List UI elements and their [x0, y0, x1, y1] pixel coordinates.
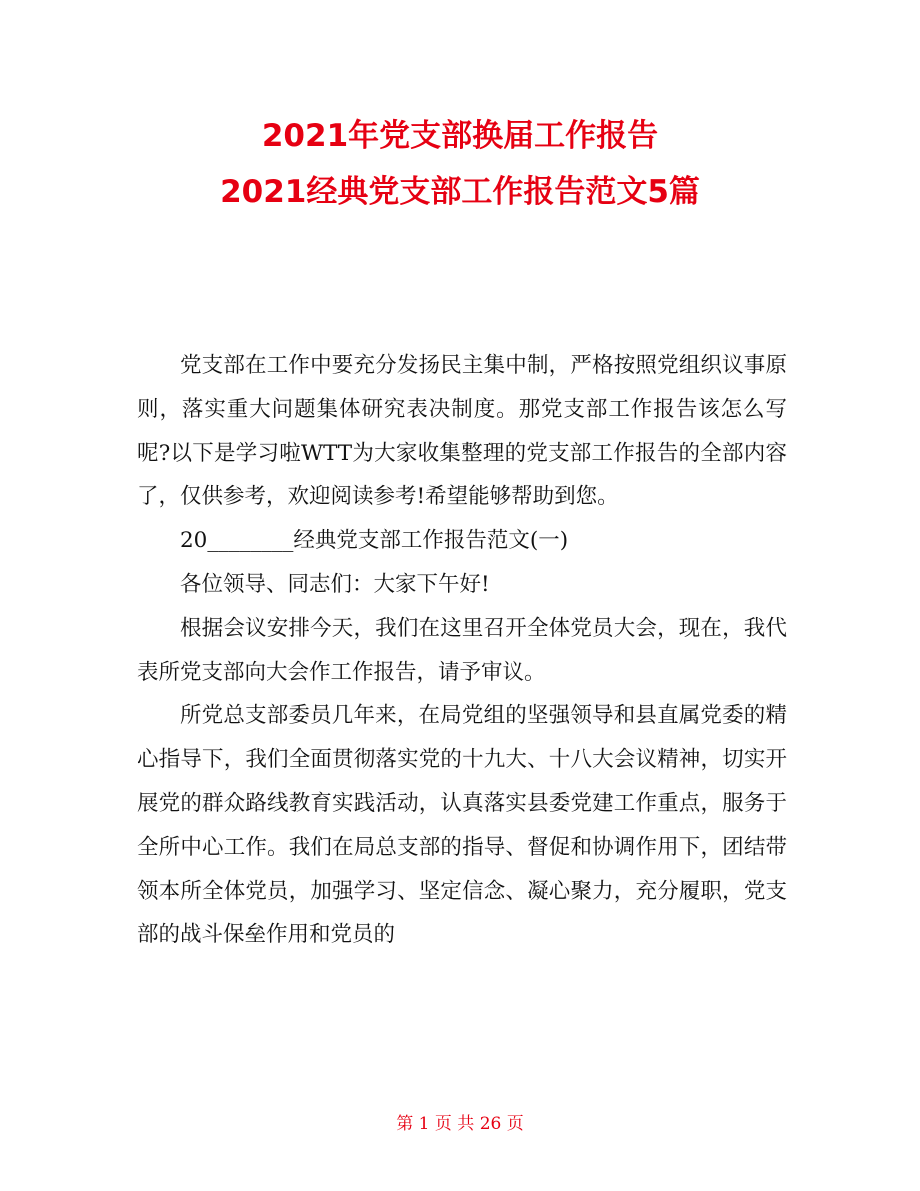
report-paragraph: 所党总支部委员几年来，在局党组的坚强领导和县直属党委的精心指导下，我们全面贯彻落实党的十九大、十八大会议精神，切实开展党的群众路线教育实践活动，认真落实县委党建工作重点，服务于全所中心工作。我们在局总支部的指导、督促和协调作用下，团结带领本所全体党员，加强学习、坚定信念、凝心聚力，充分履职，党支部的战斗保垒作用和党员的 [137, 703, 787, 948]
intro-paragraph: 党支部在工作中要充分发扬民主集中制，严格按照党组织议事原则，落实重大问题集体研究表决制度。那党支部工作报告该怎么写呢?以下是学习啦WTT为大家收集整理的党支部工作报告的全部内容了，仅供参考，欢迎阅读参考!希望能够帮助到您。 [137, 353, 787, 510]
document-title-line2: 2021经典党支部工作报告范文5篇 [220, 174, 700, 210]
page-number-footer: 第 1 页 共 26 页 [396, 1114, 524, 1134]
section-heading: 20________经典党支部工作报告范文(一) [180, 528, 569, 554]
document-body [137, 344, 787, 957]
greeting-paragraph: 各位领导、同志们：大家下午好! [180, 571, 490, 597]
document-title-line1: 2021年党支部换届工作报告 [261, 118, 659, 154]
opening-paragraph: 根据会议安排今天，我们在这里召开全体党员大会，现在，我代表所党支部向大会作工作报告，请予审议。 [137, 615, 787, 685]
